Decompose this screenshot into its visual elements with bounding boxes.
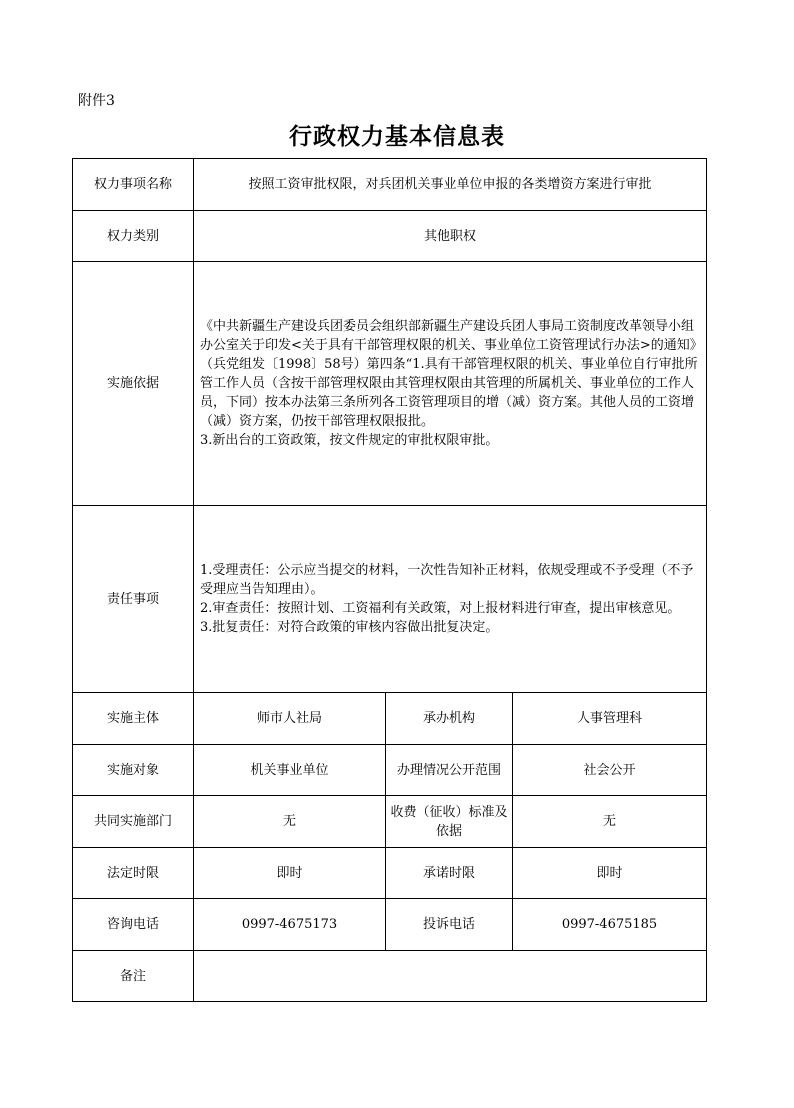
legal-time-value: 即时 [194,848,386,899]
subject-value: 师市人社局 [194,693,386,745]
consult-phone-value: 0997-4675173 [194,899,386,951]
duties-label: 责任事项 [73,506,194,693]
power-name-label: 权力事项名称 [73,159,194,211]
row-joint [73,796,707,848]
target-value: 机关事业单位 [194,745,386,796]
disclosure-label: 办理情况公开范围 [386,745,513,796]
row-power-type [73,211,707,262]
power-type-label: 权力类别 [73,211,194,262]
basis-label: 实施依据 [73,262,194,506]
duties-value [194,506,707,693]
power-type-value: 其他职权 [194,211,707,262]
row-time-limit [73,848,707,899]
basis-paragraph: 3.新出台的工资政策，按文件规定的审批权限审批。 [200,433,499,448]
row-target [73,745,707,796]
promise-time-value: 即时 [513,848,707,899]
duty-paragraph: 1.受理责任：公示应当提交的材料，一次性告知补正材料，依规受理或不予受理（不予受理应当告知理由）。 [200,563,694,597]
remarks-label: 备注 [73,951,194,1002]
target-label: 实施对象 [73,745,194,796]
subject-label: 实施主体 [73,693,194,745]
fee-value: 无 [513,796,707,848]
info-table [72,158,707,1002]
row-remarks [73,951,707,1002]
row-power-name [73,159,707,211]
consult-phone-label: 咨询电话 [73,899,194,951]
row-basis [73,262,707,506]
promise-time-label: 承诺时限 [386,848,513,899]
power-name-value: 按照工资审批权限，对兵团机关事业单位申报的各类增资方案进行审批 [194,159,707,211]
row-duties [73,506,707,693]
legal-time-label: 法定时限 [73,848,194,899]
page-title: 行政权力基本信息表 [289,123,505,150]
basis-paragraph: 《中共新疆生产建设兵团委员会组织部新疆生产建设兵团人事局工资制度改革领导小组办公室关于印发<关于具有干部管理权限的机关、事业单位工资管理试行办法>的通知》（兵党组发〔1998〕58号）第四条“1.具有干部管理权限的机关、事业单位自行审批所管工作人员（含按干部管理权限由其管理权限由其管理的所属机关、事业单位的工作人员，下同）按本办法第三条所列各工资管理项目的增（减）资方案。其他人员的工资增（减）资方案，仍按干部管理权限报批。 [200,319,698,429]
duty-paragraph: 2.审查责任：按照计划、工资福利有关政策，对上报材料进行审查，提出审核意见。 [200,601,681,616]
duty-paragraph: 3.批复责任：对符合政策的审核内容做出批复决定。 [200,620,499,635]
complaint-phone-label: 投诉电话 [386,899,513,951]
disclosure-value: 社会公开 [513,745,707,796]
agency-label: 承办机构 [386,693,513,745]
row-phone [73,899,707,951]
attachment-label: 附件3 [78,93,115,109]
joint-value: 无 [194,796,386,848]
joint-label: 共同实施部门 [73,796,194,848]
remarks-value [194,951,707,1002]
agency-value: 人事管理科 [513,693,707,745]
complaint-phone-value: 0997-4675185 [513,899,707,951]
basis-value [194,262,707,506]
fee-label: 收费（征收）标准及依据 [386,796,513,848]
row-subject [73,693,707,745]
